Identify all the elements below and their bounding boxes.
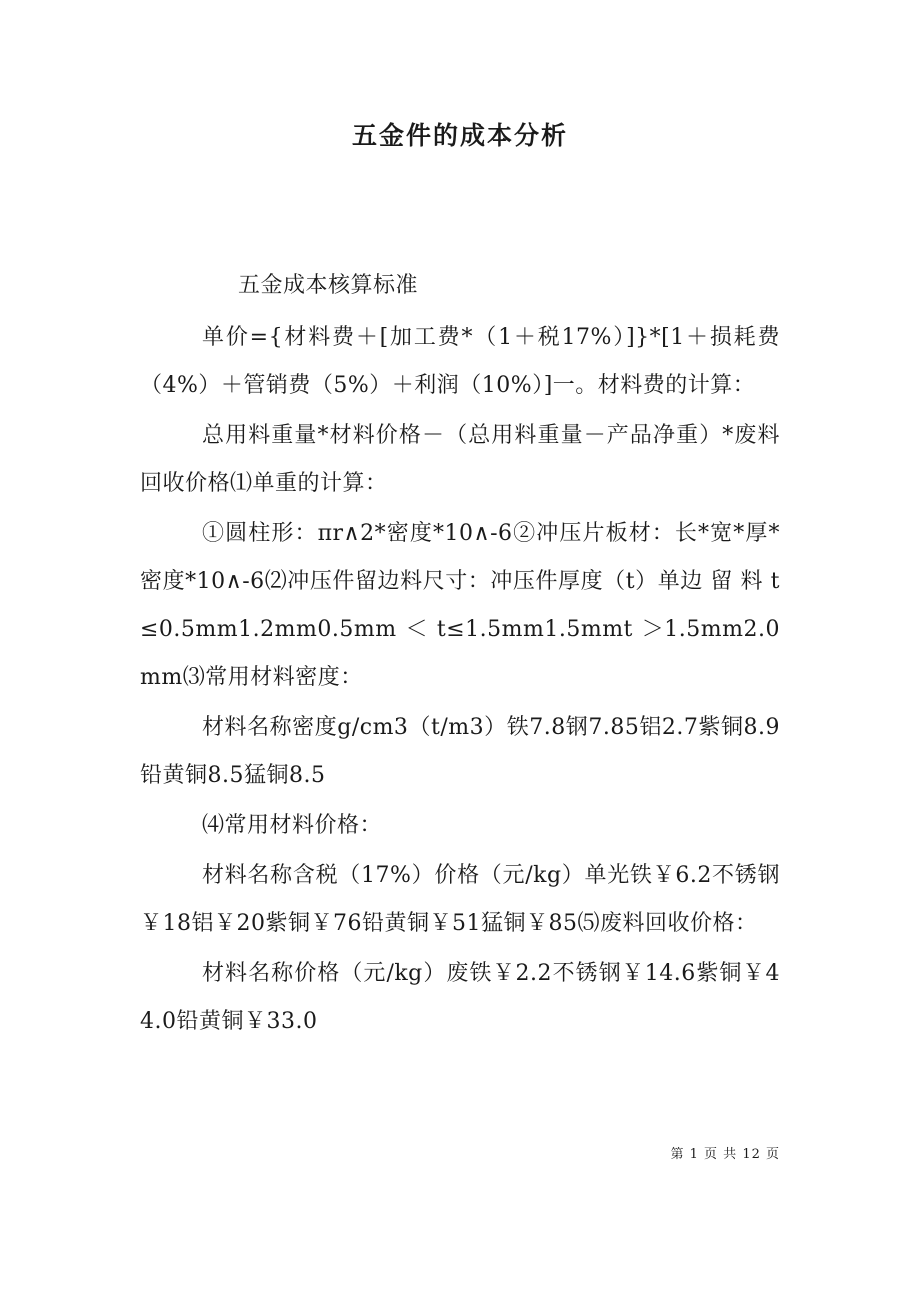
material-price-heading: ⑷常用材料价格： <box>202 813 383 838</box>
weight-calculation: ①圆柱形：πr∧2*密度*10∧-6②冲压片板材：长*宽*厚*密度*10∧-6⑵冲压件留边料尺寸：冲压件厚度（t）单边 留 料 t≤0.5mm1.2mm0.5mm ＜ t≤1.5mm1.5mmt ＞1.5mm2.0mm⑶常用材料密度： <box>140 521 780 690</box>
material-cost-formula: 总用料重量*材料价格－（总用料重量－产品净重）*废料回收价格⑴单重的计算： <box>140 423 780 496</box>
document-body <box>140 262 780 1046</box>
scrap-price-list: 材料名称价格（元/kg）废铁￥2.2不锈钢￥14.6紫铜￥44.0铅黄铜￥33.0 <box>140 961 780 1034</box>
material-density-list: 材料名称密度g/cm3（t/m3）铁7.8钢7.85铝2.7紫铜8.9铅黄铜8.5猛铜8.5 <box>140 715 780 788</box>
section-heading: 五金成本核算标准 <box>238 273 419 298</box>
unit-price-formula: 单价={材料费＋[加工费*（1＋税17%）]}*[1＋损耗费（4%）＋管销费（5%）＋利润（10%）]一。材料费的计算： <box>140 325 780 398</box>
page-number-footer: 第 1 页 共 12 页 <box>670 1147 780 1162</box>
material-price-list: 材料名称含税（17%）价格（元/kg）单光铁￥6.2不锈钢￥18铝￥20紫铜￥76铅黄铜￥51猛铜￥85⑸废料回收价格： <box>140 863 780 936</box>
document-title: 五金件的成本分析 <box>351 121 568 150</box>
